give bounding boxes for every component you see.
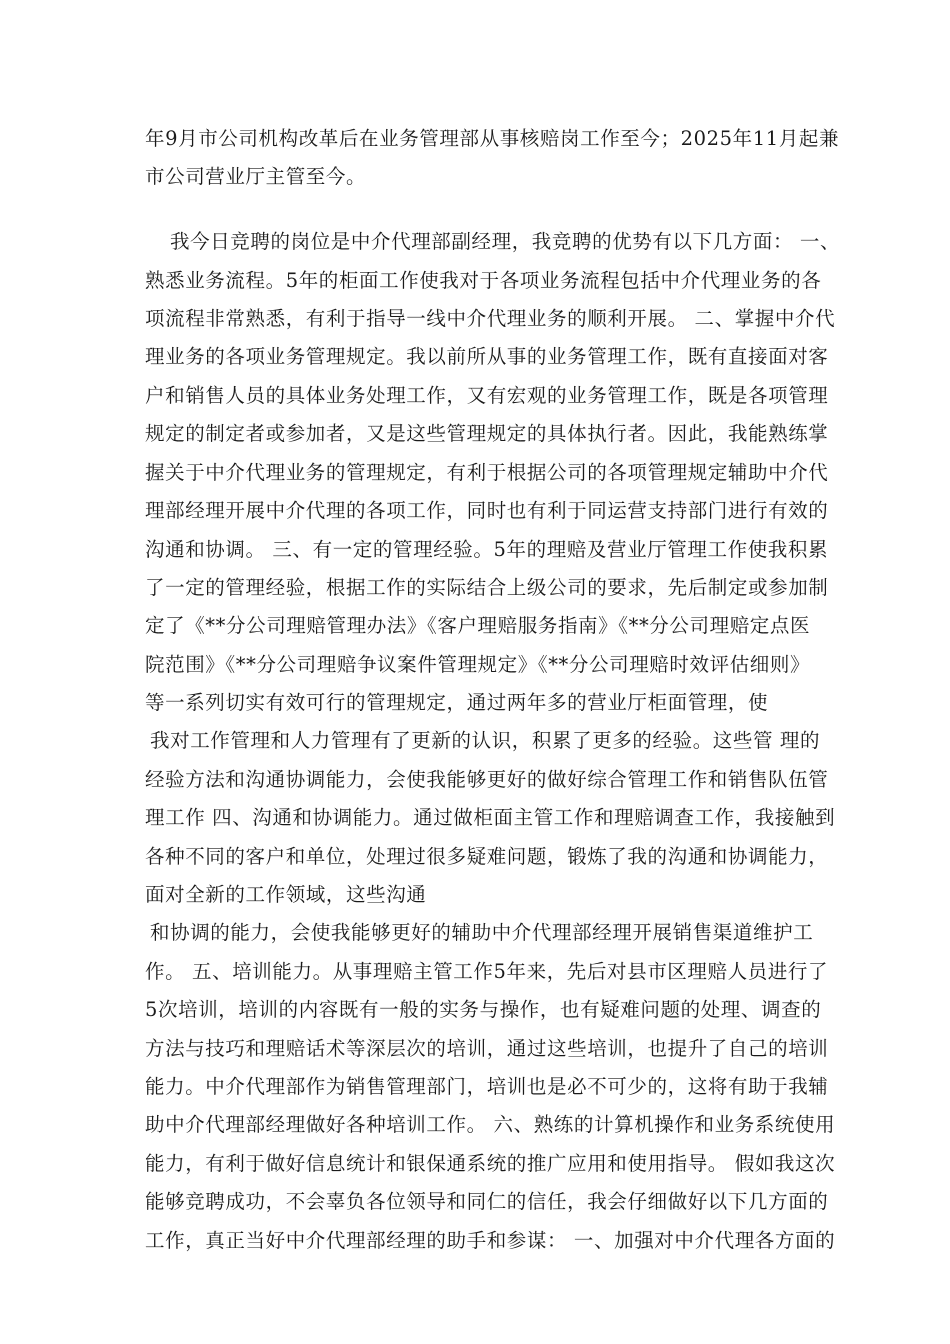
text-line: 理工作 四、沟通和协调能力。通过做柜面主管工作和理赔调查工作，我接触到 bbox=[145, 806, 836, 829]
text-line: 院范围》《**分公司理赔争议案件管理规定》《**分公司理赔时效评估细则》 bbox=[145, 653, 811, 676]
text-line: 沟通和协调。 三、有一定的管理经验。5年的理赔及营业厅管理工作使我积累 bbox=[145, 538, 829, 561]
text-line: 年9月市公司机构改革后在业务管理部从事核赔岗工作至今；2025年11月起兼 bbox=[145, 127, 840, 150]
text-line: 理部经理开展中介代理的各项工作，同时也有利于同运营支持部门进行有效的 bbox=[145, 499, 829, 522]
text-line: 和协调的能力，会使我能够更好的辅助中介代理部经理开展销售渠道维护工 bbox=[150, 921, 814, 944]
text-line: 我今日竞聘的岗位是中介代理部副经理，我竞聘的优势有以下几方面： 一、 bbox=[170, 230, 841, 253]
text-line: 等一系列切实有效可行的管理规定，通过两年多的营业厅柜面管理，使 bbox=[145, 691, 769, 714]
text-line: 各种不同的客户和单位，处理过很多疑难问题，锻炼了我的沟通和协调能力， bbox=[145, 845, 829, 868]
text-line: 市公司营业厅主管至今。 bbox=[145, 165, 367, 188]
text-line: 能力，有利于做好信息统计和银保通系统的推广应用和使用指导。 假如我这次 bbox=[145, 1152, 836, 1175]
text-line: 助中介代理部经理做好各种培训工作。 六、熟练的计算机操作和业务系统使用 bbox=[145, 1113, 836, 1136]
text-line: 方法与技巧和理赔话术等深层次的培训，通过这些培训，也提升了自己的培训 bbox=[145, 1037, 829, 1060]
text-line: 户和销售人员的具体业务处理工作，又有宏观的业务管理工作，既是各项管理 bbox=[145, 384, 829, 407]
text-line: 规定的制定者或参加者，又是这些管理规定的具体执行者。因此，我能熟练掌 bbox=[145, 422, 829, 445]
text-line: 熟悉业务流程。5年的柜面工作使我对于各项业务流程包括中介代理业务的各 bbox=[145, 269, 822, 292]
text-line: 面对全新的工作领域，这些沟通 bbox=[145, 883, 427, 906]
text-line: 项流程非常熟悉，有利于指导一线中介代理业务的顺利开展。 二、掌握中介代 bbox=[145, 307, 836, 330]
text-line: 定了《**分公司理赔管理办法》《客户理赔服务指南》《**分公司理赔定点医 bbox=[145, 614, 811, 637]
text-line: 能力。中介代理部作为销售管理部门，培训也是必不可少的，这将有助于我辅 bbox=[145, 1075, 829, 1098]
text-line: 我对工作管理和人力管理有了更新的认识，积累了更多的经验。这些管 理的 bbox=[150, 729, 821, 752]
text-line: 能够竞聘成功，不会辜负各位领导和同仁的信任，我会仔细做好以下几方面的 bbox=[145, 1190, 829, 1213]
text-line: 了一定的管理经验，根据工作的实际结合上级公司的要求，先后制定或参加制 bbox=[145, 576, 829, 599]
text-line: 作。 五、培训能力。从事理赔主管工作5年来，先后对县市区理赔人员进行了 bbox=[145, 960, 829, 983]
text-line: 5次培训，培训的内容既有一般的实务与操作，也有疑难问题的处理、调查的 bbox=[145, 998, 822, 1021]
text-line: 工作，真正当好中介代理部经理的助手和参谋： 一、加强对中介代理各方面的 bbox=[145, 1229, 836, 1252]
text-line: 握关于中介代理业务的管理规定，有利于根据公司的各项管理规定辅助中介代 bbox=[145, 461, 829, 484]
text-line: 理业务的各项业务管理规定。我以前所从事的业务管理工作，既有直接面对客 bbox=[145, 345, 829, 368]
text-line: 经验方法和沟通协调能力，会使我能够更好的做好综合管理工作和销售队伍管 bbox=[145, 768, 829, 791]
